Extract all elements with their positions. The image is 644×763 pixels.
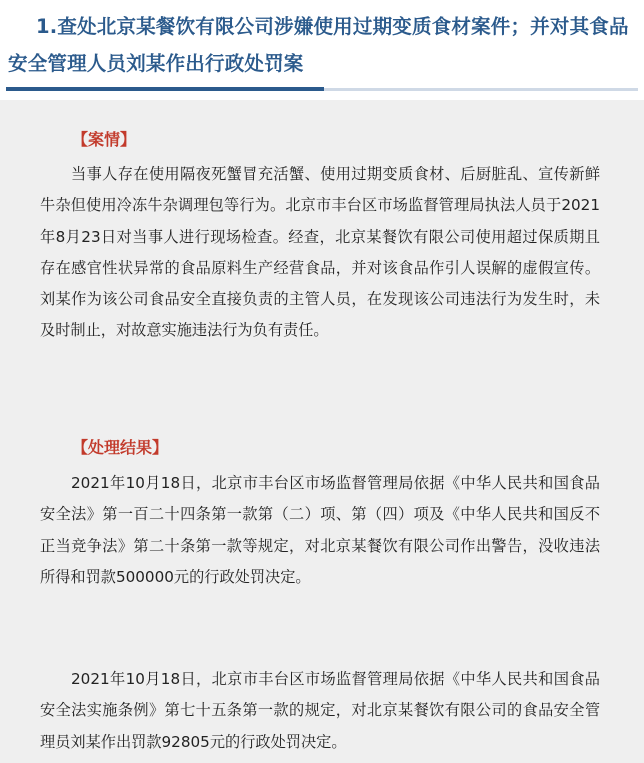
title-divider-accent — [6, 87, 324, 91]
case-paragraph: 当事人存在使用隔夜死蟹冒充活蟹、使用过期变质食材、后厨脏乱、宣传新鲜牛杂但使用冷冻牛杂调理包等行为。北京市丰台区市场监督管理局执法人员于2021年8月23日对当事人进行现场检查。经查，北京某餐饮有限公司使用超过保质期且存在感官性状异常的食品原料生产经营食品，并对该食品作引人误解的虚假宣传。刘某作为该公司食品安全直接负责的主管人员，在发现该公司违法行为发生时，未及时制止，对故意实施违法行为负有责任。 — [40, 165, 600, 340]
result-heading: 【处理结果】 — [72, 438, 169, 457]
case-heading: 【案情】 — [72, 130, 137, 149]
result-paragraph-2: 2021年10月18日，北京市丰台区市场监督管理局依据《中华人民共和国食品安全法实施条例》第七十五条第一款的规定，对北京某餐饮有限公司的食品安全管理员刘某作出罚款92805元的行政处罚决定。 — [40, 670, 600, 751]
article-title-block — [0, 0, 644, 100]
article-title: 1.查处北京某餐饮有限公司涉嫌使用过期变质食材案件；并对其食品安全管理人员刘某作出行政处罚案 — [8, 15, 629, 75]
case-content — [0, 100, 644, 763]
result-paragraph-1: 2021年10月18日，北京市丰台区市场监督管理局依据《中华人民共和国食品安全法》第一百二十四条第一款第（二）项、第（四）项及《中华人民共和国反不正当竞争法》第二十条第一款等规定，对北京某餐饮有限公司作出警告，没收违法所得和罚款500000元的行政处罚决定。 — [40, 474, 600, 586]
